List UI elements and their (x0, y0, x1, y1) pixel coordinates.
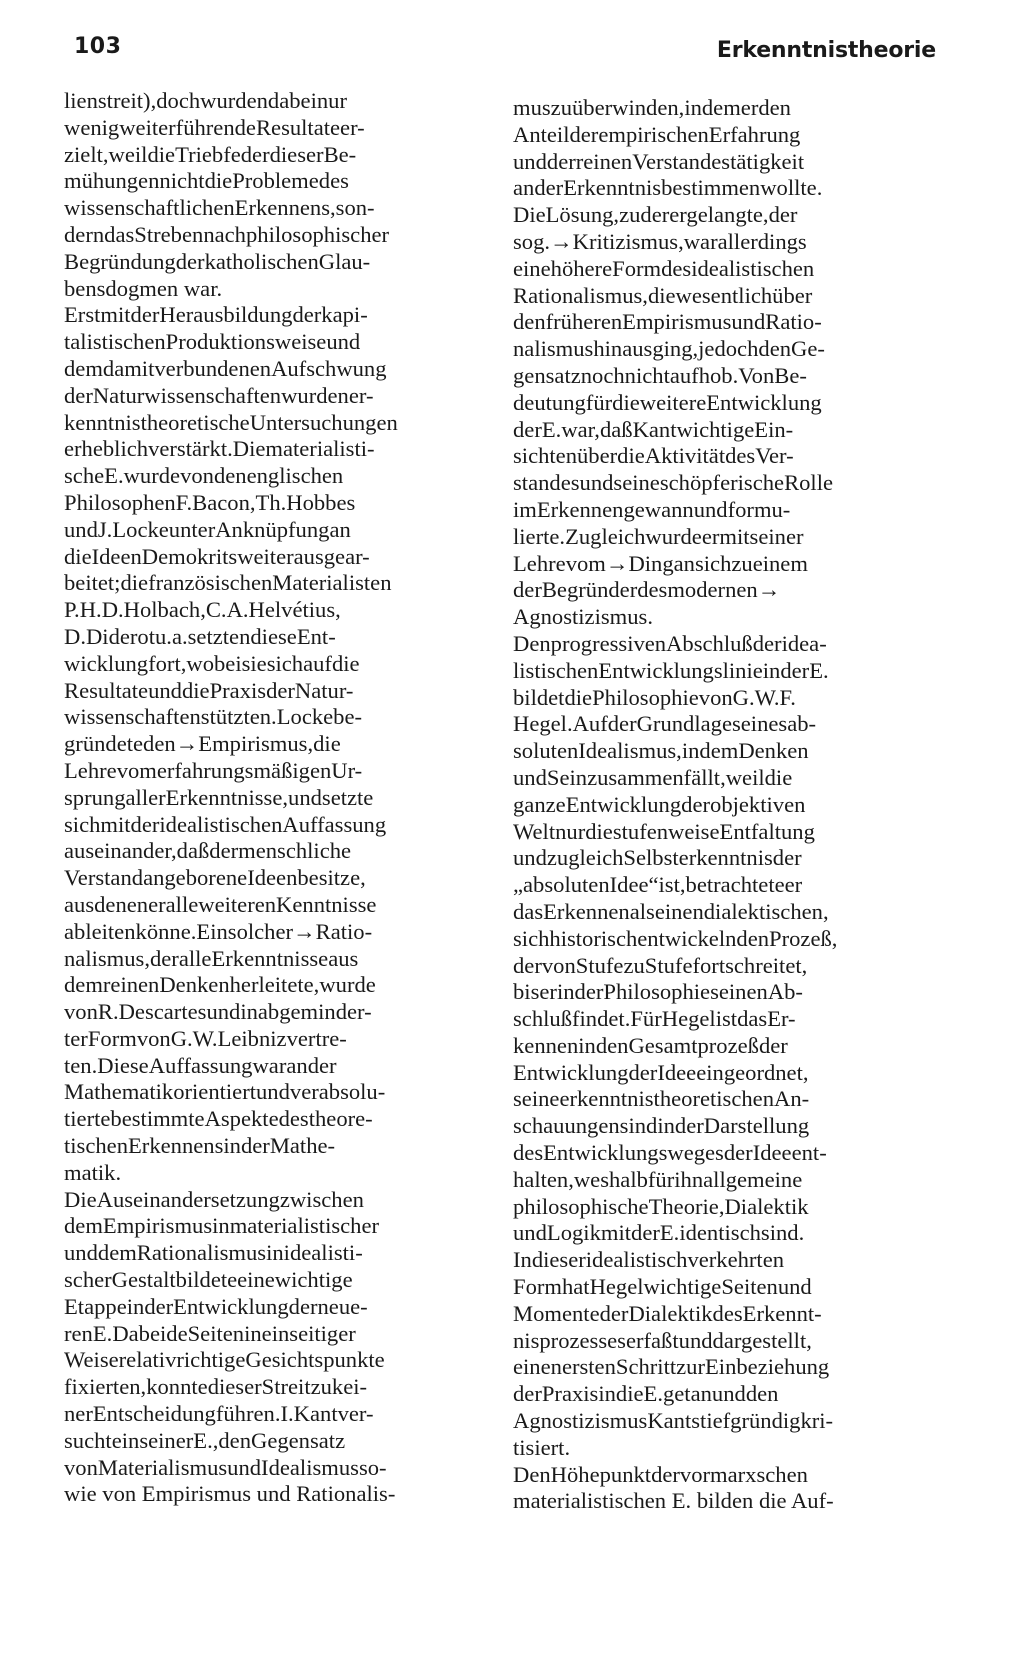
text-line: suchteinseinerE.,denGegensatz (64, 1427, 346, 1453)
text-line: ableitenkönne.Einsolcher→Ratio- (64, 918, 373, 944)
text-line: zielt,weildieTriebfederdieserBe- (64, 141, 357, 167)
text-line: dervonStufezuStufefortschreitet, (513, 952, 808, 978)
text-line: halten,weshalbfürihnallgemeine (513, 1166, 803, 1192)
text-line: schauungensindinderDarstellung (513, 1113, 810, 1139)
text-line: einenerstenSchrittzurEinbeziehung (513, 1354, 830, 1380)
text-line: philosophischeTheorie,Dialektik (513, 1193, 809, 1219)
text-line: derBegründerdesmodernen→ (513, 577, 781, 603)
left-text-column (64, 88, 476, 1508)
text-line: dieIdeenDemokritsweiterausgear- (64, 543, 370, 569)
text-line: Lehrevom→Dingansichzueinem (513, 550, 808, 576)
text-line: beitet;diefranzösischenMaterialisten (64, 570, 392, 596)
page-number: 103 (74, 34, 122, 59)
text-line: DenHöhepunktdervormarxschen (513, 1461, 808, 1487)
text-line: undLogikmitderE.identischsind. (513, 1220, 805, 1246)
text-line: tischenErkennensinderMathe- (64, 1133, 336, 1159)
text-line: imErkennengewannundformu- (513, 496, 791, 522)
text-line: sichtenüberdieAktivitätdesVer- (513, 443, 794, 469)
text-line: renE.DabeideSeitenineinseitiger (64, 1320, 356, 1346)
text-line: kennenindenGesamtprozeßder (513, 1032, 788, 1058)
text-line: demEmpirismusinmaterialistischer (64, 1213, 380, 1239)
text-line: sprungallerErkenntnisse,undsetzte (64, 784, 374, 810)
text-line: undzugleichSelbsterkenntnisder (513, 845, 802, 871)
text-line: ResultateunddiePraxisderNatur- (64, 677, 354, 703)
text-line: nerEntscheidungführen.I.Kantver- (64, 1401, 374, 1427)
text-line: fixierten,konntedieserStreitzukei- (64, 1374, 368, 1400)
text-line: „absolutenIdee“ist,betrachteteer (513, 872, 803, 898)
text-line: AnteilderempirischenErfahrung (513, 121, 801, 147)
text-line: derE.war,daßKantwichtigeEin- (513, 416, 794, 442)
text-line: D.Diderotu.a.setztendieseEnt- (64, 623, 336, 649)
text-line: erheblichverstärkt.Diematerialisti- (64, 436, 375, 462)
text-line: P.H.D.Holbach,C.A.Helvétius, (64, 597, 341, 623)
text-line: bensdogmen war. (64, 275, 223, 301)
text-line: deutungfürdieweitereEntwicklung (513, 389, 822, 415)
text-line: talistischenProduktionsweiseund (64, 329, 361, 355)
text-line: wissenschaftenstützten.Lockebe- (64, 704, 363, 730)
right-text-column (513, 95, 927, 1515)
text-line: gensatznochnichtaufhob.VonBe- (513, 362, 807, 388)
text-line: MomentederDialektikdesErkennt- (513, 1300, 822, 1326)
text-line: lierte.Zugleichwurdeermitseiner (513, 523, 804, 549)
running-title: Erkenntnistheorie (716, 38, 936, 63)
text-line: standesundseineschöpferischeRolle (513, 470, 834, 496)
text-line: wenigweiterführendeResultateer- (64, 114, 365, 140)
text-line: materialistischen E. bilden die Auf- (513, 1488, 834, 1514)
text-line: terFormvonG.W.Leibnizvertre- (64, 1025, 347, 1051)
text-line: desEntwicklungswegesderIdeeent- (513, 1140, 827, 1166)
text-line: ausdeneneralleweiterenKenntnisse (64, 891, 377, 917)
text-line: sichmitderidealistischenAuffassung (64, 811, 387, 837)
text-line: muszuüberwinden,indemerden (513, 95, 791, 120)
text-line: nisprozesseserfaßtunddargestellt, (513, 1327, 812, 1353)
text-line: DenprogressivenAbschlußderidea- (513, 630, 827, 656)
text-line: Agnostizismus. (513, 604, 653, 630)
text-line: ErstmitderHerausbildungderkapi- (64, 302, 368, 328)
text-line: demdamitverbundenenAufschwung (64, 355, 387, 381)
text-line: nalismushinausging,jedochdenGe- (513, 336, 825, 362)
text-line: vonMaterialismusundIdealismusso- (64, 1454, 387, 1480)
text-line: denfrüherenEmpirismusundRatio- (513, 309, 822, 335)
text-line: EntwicklungderIdeeeingeordnet, (513, 1059, 809, 1085)
text-line: Indieseridealistischverkehrten (513, 1247, 785, 1273)
text-line: kenntnistheoretischeUntersuchungen (64, 409, 398, 435)
text-line: solutenIdealismus,indemDenken (513, 738, 809, 764)
text-line: unddemRationalismusinidealisti- (64, 1240, 363, 1266)
text-line: undSeinzusammenfällt,weildie (513, 764, 793, 790)
text-line: BegründungderkatholischenGlau- (64, 248, 371, 274)
text-line: derndasStrebennachphilosophischer (64, 221, 390, 247)
text-line: mühungennichtdieProblemedes (64, 168, 349, 194)
text-line: ten.DieseAuffassungwarander (64, 1052, 337, 1078)
text-line: scheE.wurdevondenenglischen (64, 463, 344, 489)
text-line: sichhistorischentwickelndenProzeß, (513, 925, 838, 951)
text-line: EtappeinderEntwicklungderneue- (64, 1293, 368, 1319)
text-line: wissenschaftlichenErkennens,son- (64, 195, 375, 221)
text-line: WeltnurdiestufenweiseEntfaltung (513, 818, 815, 844)
text-line: vonR.Descartesundinabgeminder- (64, 999, 372, 1025)
text-line: undderreinenVerstandestätigkeit (513, 148, 805, 174)
text-line: PhilosophenF.Bacon,Th.Hobbes (64, 489, 356, 515)
text-line: DieLösung,zuderergelangte,der (513, 202, 798, 228)
text-line: scherGestaltbildeteeinewichtige (64, 1267, 353, 1293)
text-line: LehrevomerfahrungsmäßigenUr- (64, 757, 363, 783)
text-line: demreinenDenkenherleitete,wurde (64, 972, 376, 998)
text-line: dasErkennenalseinendialektischen, (513, 898, 829, 924)
text-line: derNaturwissenschaftenwurdener- (64, 382, 374, 408)
text-line: bildetdiePhilosophievonG.W.F. (513, 684, 796, 710)
text-line: wicklungfort,wobeisiesichaufdie (64, 650, 360, 676)
text-line: WeiserelativrichtigeGesichtspunkte (64, 1347, 385, 1373)
text-line: AgnostizismusKantstiefgründigkri- (513, 1408, 834, 1434)
text-line: tiertebestimmteAspektedestheore- (64, 1106, 373, 1132)
text-line: einehöhereFormdesidealistischen (513, 255, 815, 281)
text-line: listischenEntwicklungslinieinderE. (513, 657, 829, 683)
text-line: seineerkenntnistheoretischenAn- (513, 1086, 810, 1112)
text-line: Mathematikorientiertundverabsolu- (64, 1079, 386, 1105)
text-line: gründeteden→Empirismus,die (64, 731, 341, 757)
text-line: lienstreit),dochwurdendabeinur (64, 88, 347, 113)
text-line: FormhatHegelwichtigeSeitenund (513, 1274, 812, 1300)
text-line: auseinander,daßdermenschliche (64, 838, 352, 864)
text-line: undJ.LockeunterAnknüpfungan (64, 516, 351, 542)
text-line: DieAuseinandersetzungzwischen (64, 1186, 364, 1212)
text-line: Rationalismus,diewesentlichüber (513, 282, 813, 308)
text-line: ganzeEntwicklungderobjektiven (513, 791, 806, 817)
text-line: wie von Empirismus und Rationalis- (64, 1481, 396, 1507)
text-line: Hegel.AufderGrundlageseinesab- (513, 711, 817, 737)
text-line: biserinderPhilosophieseinenAb- (513, 979, 803, 1005)
text-line: matik. (64, 1159, 122, 1185)
text-line: tisiert. (513, 1434, 571, 1460)
text-line: schlußfindet.FürHegelistdasEr- (513, 1006, 796, 1032)
text-line: derPraxisindieE.getanundden (513, 1381, 779, 1407)
text-line: VerstandangeboreneIdeenbesitze, (64, 865, 366, 891)
text-line: sog.→Kritizismus,warallerdings (513, 228, 807, 254)
text-line: anderErkenntnisbestimmenwollte. (513, 175, 823, 201)
text-line: nalismus,deralleErkenntnisseaus (64, 945, 359, 971)
